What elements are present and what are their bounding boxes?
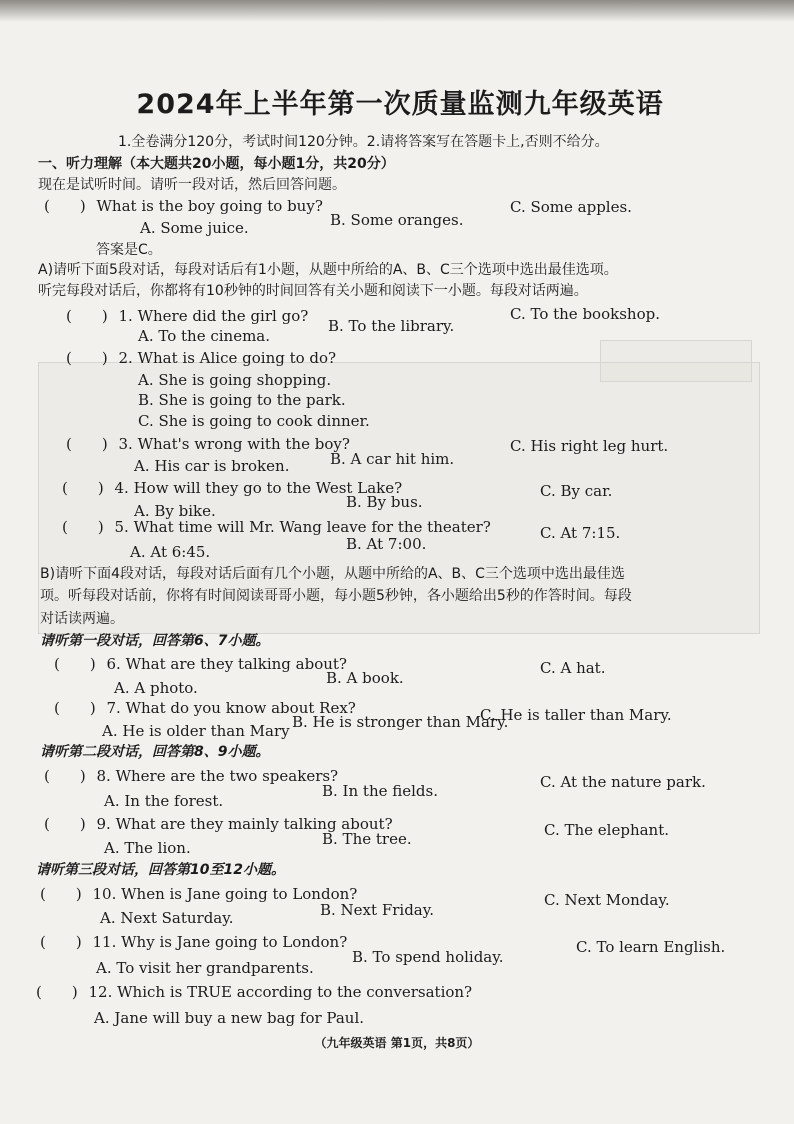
question-text: 11. Why is Jane going to London?: [92, 933, 348, 951]
question-text: 8. Where are the two speakers?: [96, 767, 339, 785]
question-text: 5. What time will Mr. Wang leave for the theater?: [114, 518, 491, 536]
q6-option-b: B. A book.: [326, 669, 404, 687]
question-text: 7. What do you know about Rex?: [106, 699, 356, 717]
q12-option-a: A. Jane will buy a new bag for Paul.: [94, 1009, 365, 1027]
q5-option-b: B. At 7:00.: [346, 535, 427, 553]
question-text: 12. Which is TRUE according to the conversation?: [88, 983, 473, 1001]
answer-paren: ( ): [44, 815, 86, 833]
answer-paren: ( ): [40, 933, 82, 951]
answer-paren: ( ): [66, 435, 108, 453]
question-text: 6. What are they talking about?: [106, 655, 347, 673]
q5-option-a: A. At 6:45.: [130, 543, 211, 561]
q4-option-a: A. By bike.: [134, 502, 216, 520]
q8-option-c: C. At the nature park.: [540, 773, 706, 791]
question-1: [66, 306, 308, 326]
question-3: [66, 434, 350, 454]
part-a-instruction-1: A)请听下面5段对话，每段对话后有1小题，从题中所给的A、B、C三个选项中选出最佳选项。: [38, 262, 618, 278]
question-10: [40, 884, 357, 904]
exam-title: 2024年上半年第一次质量监测九年级英语: [136, 89, 664, 120]
part-b-instruction-1: B)请听下面4段对话，每段对话后面有几个小题，从题中所给的A、B、C三个选项中选出最佳选: [40, 566, 625, 582]
example-option-a: A. Some juice.: [140, 219, 249, 237]
example-question: [44, 196, 323, 216]
q8-option-a: A. In the forest.: [104, 792, 224, 810]
section-heading-listening: 一、听力理解（本大题共20小题，每小题1分，共20分）: [38, 156, 395, 172]
question-6: [54, 654, 347, 674]
q9-option-b: B. The tree.: [322, 830, 412, 848]
q3-option-a: A. His car is broken.: [134, 457, 290, 475]
answer-paren: ( ): [54, 655, 96, 673]
q7-option-a: A. He is older than Mary: [102, 722, 290, 740]
question-text: 2. What is Alice going to do?: [118, 349, 337, 367]
q11-option-a: A. To visit her grandparents.: [96, 959, 314, 977]
question-5: [62, 517, 491, 537]
q6-option-c: C. A hat.: [540, 659, 606, 677]
question-12: [36, 982, 472, 1002]
part-b-instruction-2: 项。听每段对话前，你将有时间阅读哥哥小题，每小题5秒钟，各小题给出5秒的作答时间。每段: [40, 588, 632, 604]
exam-instructions: 1.全卷满分120分，考试时间120分钟。2.请将答案写在答题卡上,否则不给分。: [118, 134, 609, 150]
answer-paren: ( ): [54, 699, 96, 717]
question-2: [66, 348, 336, 368]
q10-option-b: B. Next Friday.: [320, 901, 434, 919]
q9-option-c: C. The elephant.: [544, 821, 670, 839]
question-8: [44, 766, 338, 786]
part-a-instruction-2: 听完每段对话后，你都将有10秒钟的时间回答有关小题和阅读下一小题。每段对话两遍。: [38, 283, 588, 299]
q6-option-a: A. A photo.: [114, 679, 198, 697]
q2-option-c: C. She is going to cook dinner.: [138, 412, 370, 430]
answer-paren: ( ): [66, 349, 108, 367]
dialog-1-heading: 请听第一段对话，回答第6、7小题。: [40, 633, 270, 649]
question-11: [40, 932, 347, 952]
example-answer: 答案是C。: [96, 242, 162, 258]
dialog-3-heading: 请听第三段对话，回答第10至12小题。: [36, 862, 285, 878]
q11-option-b: B. To spend holiday.: [352, 948, 504, 966]
q1-option-a: A. To the cinema.: [138, 327, 271, 345]
q4-option-b: B. By bus.: [346, 493, 423, 511]
q2-option-b: B. She is going to the park.: [138, 391, 346, 409]
example-option-b: B. Some oranges.: [330, 211, 464, 229]
q1-option-b: B. To the library.: [328, 317, 455, 335]
q8-option-b: B. In the fields.: [322, 782, 438, 800]
q9-option-a: A. The lion.: [104, 839, 191, 857]
question-text: 1. Where did the girl go?: [118, 307, 309, 325]
question-text: What is the boy going to buy?: [96, 197, 323, 215]
answer-paren: ( ): [40, 885, 82, 903]
q3-option-b: B. A car hit him.: [330, 450, 455, 468]
bleed-through-stamp: [600, 340, 752, 382]
question-text: 3. What's wrong with the boy?: [118, 435, 350, 453]
q4-option-c: C. By car.: [540, 482, 613, 500]
q1-option-c: C. To the bookshop.: [510, 305, 660, 323]
dialog-2-heading: 请听第二段对话，回答第8、9小题。: [40, 744, 270, 760]
example-option-c: C. Some apples.: [510, 198, 632, 216]
q10-option-a: A. Next Saturday.: [100, 909, 234, 927]
answer-paren: ( ): [62, 479, 104, 497]
answer-paren: ( ): [44, 197, 86, 215]
trial-instruction: 现在是试听时间。请听一段对话，然后回答问题。: [38, 177, 346, 193]
q7-option-c: C. He is taller than Mary.: [480, 706, 672, 724]
q7-option-b: B. He is stronger than Mary.: [292, 713, 509, 731]
question-text: 4. How will they go to the West Lake?: [114, 479, 403, 497]
q2-option-a: A. She is going shopping.: [138, 371, 332, 389]
part-b-instruction-3: 对话读两遍。: [40, 611, 124, 627]
q5-option-c: C. At 7:15.: [540, 524, 621, 542]
q11-option-c: C. To learn English.: [576, 938, 726, 956]
question-text: 10. When is Jane going to London?: [92, 885, 358, 903]
q3-option-c: C. His right leg hurt.: [510, 437, 669, 455]
answer-paren: ( ): [62, 518, 104, 536]
answer-paren: ( ): [44, 767, 86, 785]
answer-paren: ( ): [66, 307, 108, 325]
q10-option-c: C. Next Monday.: [544, 891, 670, 909]
question-text: 9. What are they mainly talking about?: [96, 815, 393, 833]
page-footer: （九年级英语 第1页，共8页）: [314, 1036, 480, 1050]
answer-paren: ( ): [36, 983, 78, 1001]
